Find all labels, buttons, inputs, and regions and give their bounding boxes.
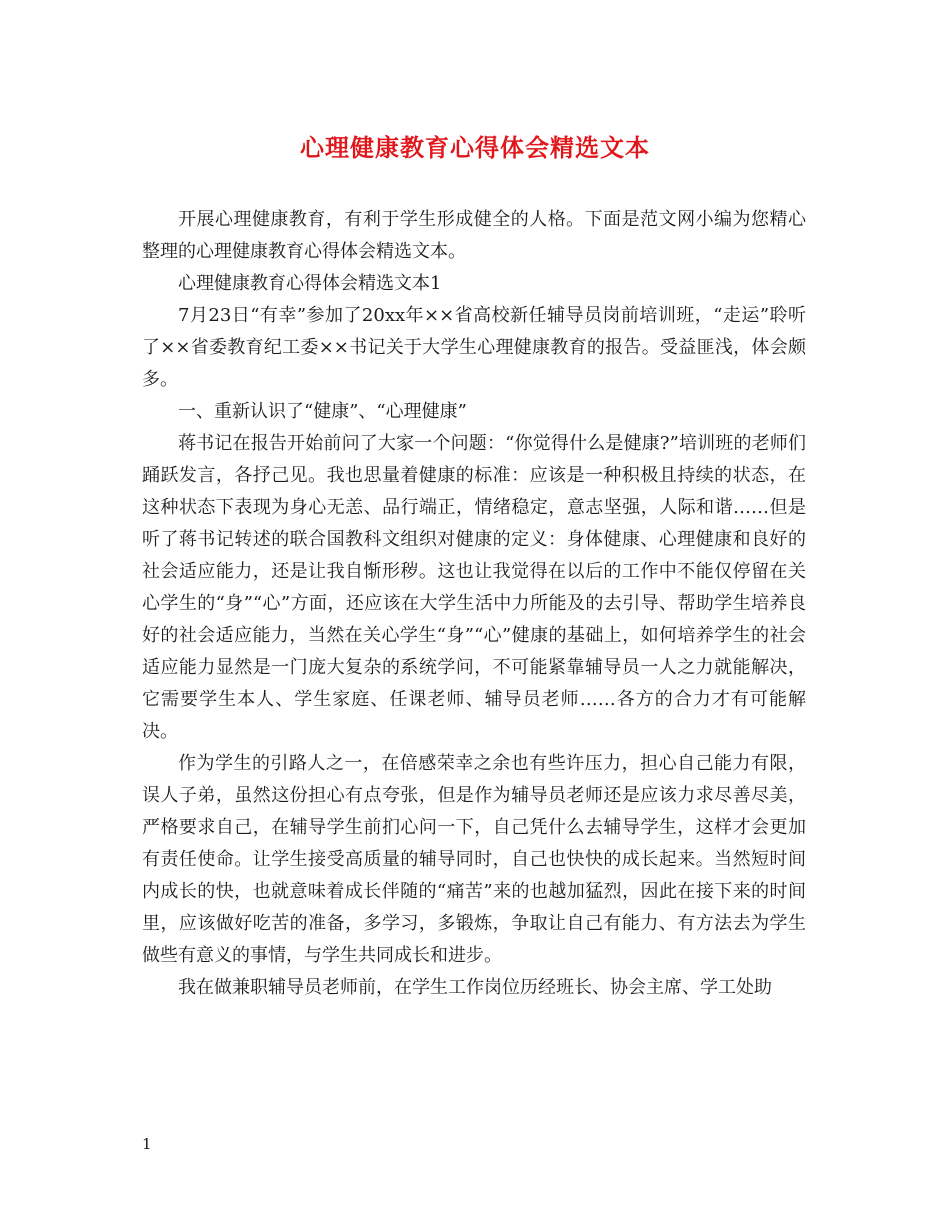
section-heading-text-1: 心理健康教育心得体会精选文本1: [178, 273, 442, 294]
intro-paragraph: 开展心理健康教育，有利于学生形成健全的人格。下面是范文网小编为您精心整理的心理健康教育心得体会精选文本。: [142, 209, 806, 262]
page-number: 1: [142, 1135, 152, 1153]
document-body: [142, 204, 806, 1004]
subheading-health: 一、重新认识了“健康”、“心理健康”: [178, 401, 467, 422]
paragraph-guide-role: 作为学生的引路人之一，在倍感荣幸之余也有些许压力，担心自己能力有限，误人子弟，虽然这份担心有点夸张，但是作为辅导员老师还是应该力求尽善尽美，严格要求自己，在辅导学生前扪心问一下，自己凭什么去辅导学生，这样才会更加有责任使命。让学生接受高质量的辅导同时，自己也快快的成长起来。当然短时间内成长的快，也就意味着成长伴随的“痛苦”来的也越加猛烈，因此在接下来的时间里，应该做好吃苦的准备，多学习，多锻炼，争取让自己有能力、有方法去为学生做些有意义的事情，与学生共同成长和进步。: [142, 753, 806, 966]
paragraph-experience: 我在做兼职辅导员老师前，在学生工作岗位历经班长、协会主席、学工处助: [178, 977, 772, 998]
paragraph-health-definition: 蒋书记在报告开始前问了大家一个问题：“你觉得什么是健康?”培训班的老师们踊跃发言，各抒己见。我也思量着健康的标准：应该是一种积极且持续的状态，在这种状态下表现为身心无恙、品行端正，情绪稳定，意志坚强，人际和谐……但是听了蒋书记转述的联合国教科文组织对健康的定义：身体健康、心理健康和良好的社会适应能力，还是让我自惭形秽。这也让我觉得在以后的工作中不能仅停留在关心学生的“身”“心”方面，还应该在大学生活中力所能及的去引导、帮助学生培养良好的社会适应能力，当然在关心学生“身”“心”健康的基础上，如何培养学生的社会适应能力显然是一门庞大复杂的系统学问，不可能紧靠辅导员一人之力就能解决，它需要学生本人、学生家庭、任课老师、辅导员老师……各方的合力才有可能解决。: [142, 433, 806, 742]
document-title: 心理健康教育心得体会精选文本: [300, 133, 650, 162]
paragraph-training: 7月23日“有幸”参加了20xx年××省高校新任辅导员岗前培训班，“走运”聆听了××省委教育纪工委××书记关于大学生心理健康教育的报告。受益匪浅，体会颇多。: [142, 305, 806, 390]
